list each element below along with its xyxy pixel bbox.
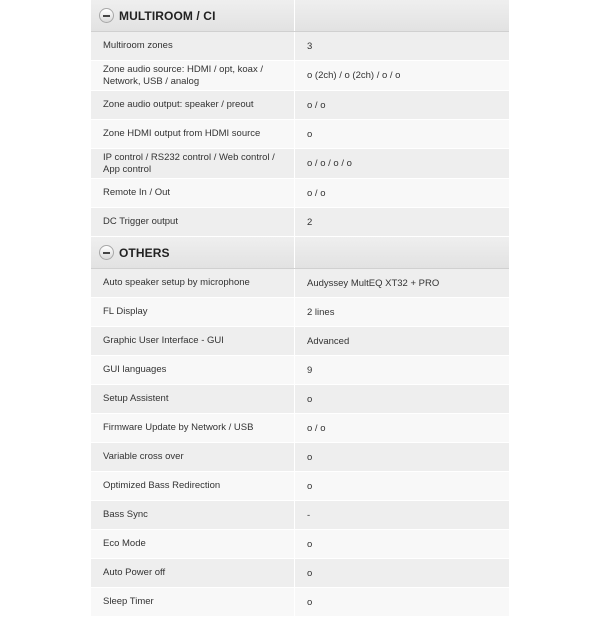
table-row	[91, 356, 509, 385]
section-header-others[interactable]	[91, 237, 509, 269]
row-label: FL Display	[91, 298, 295, 326]
collapse-minus-icon[interactable]	[99, 245, 114, 260]
table-row	[91, 179, 509, 208]
row-label: DC Trigger output	[91, 208, 295, 236]
row-label: Sleep Timer	[91, 588, 295, 616]
row-label: Auto speaker setup by microphone	[91, 269, 295, 297]
table-row	[91, 120, 509, 149]
row-value: o / o / o / o	[307, 158, 352, 169]
row-value: 9	[307, 364, 313, 376]
row-value: o (2ch) / o (2ch) / o / o	[307, 70, 401, 81]
table-row	[91, 32, 509, 61]
row-value: o	[307, 480, 313, 492]
row-label: GUI languages	[91, 356, 295, 384]
table-row	[91, 501, 509, 530]
row-value: o / o	[307, 187, 326, 199]
row-label: Setup Assistent	[91, 385, 295, 413]
row-value: Audyssey MultEQ XT32 + PRO	[307, 277, 440, 289]
section-title: MULTIROOM / CI	[119, 8, 216, 23]
row-value: o / o	[307, 422, 326, 434]
row-value: o	[307, 393, 313, 405]
table-row	[91, 208, 509, 237]
table-row	[91, 298, 509, 327]
row-value: Advanced	[307, 335, 350, 347]
row-value: 2 lines	[307, 306, 335, 318]
table-row	[91, 443, 509, 472]
row-value: -	[307, 509, 311, 521]
table-row	[91, 385, 509, 414]
row-label: Multiroom zones	[91, 32, 295, 60]
section-title: OTHERS	[119, 245, 170, 260]
row-label: Zone audio output: speaker / preout	[91, 91, 295, 119]
table-row	[91, 269, 509, 298]
row-value: o	[307, 567, 313, 579]
row-label: IP control / RS232 control / Web control / App control	[91, 149, 295, 178]
collapse-minus-icon[interactable]	[99, 8, 114, 23]
table-row	[91, 149, 509, 179]
table-row	[91, 530, 509, 559]
row-label: Eco Mode	[91, 530, 295, 558]
row-label: Remote In / Out	[91, 179, 295, 207]
row-value: 3	[307, 40, 313, 52]
row-value: o	[307, 128, 313, 140]
row-label: Variable cross over	[91, 443, 295, 471]
row-label: Zone audio source: HDMI / opt, koax / Network, USB / analog	[91, 61, 295, 90]
row-value: o	[307, 596, 313, 608]
row-label: Optimized Bass Redirection	[91, 472, 295, 500]
table-row	[91, 61, 509, 91]
spec-table	[91, 0, 509, 617]
table-row	[91, 327, 509, 356]
row-label: Auto Power off	[91, 559, 295, 587]
row-value: o	[307, 538, 313, 550]
table-row	[91, 91, 509, 120]
row-value: o / o	[307, 99, 326, 111]
table-row	[91, 559, 509, 588]
row-label: Graphic User Interface - GUI	[91, 327, 295, 355]
row-label: Zone HDMI output from HDMI source	[91, 120, 295, 148]
row-label: Firmware Update by Network / USB	[91, 414, 295, 442]
table-row	[91, 472, 509, 501]
table-row	[91, 414, 509, 443]
row-label: Bass Sync	[91, 501, 295, 529]
section-header-multiroom[interactable]	[91, 0, 509, 32]
table-row	[91, 588, 509, 617]
row-value: o	[307, 451, 313, 463]
row-value: 2	[307, 216, 313, 228]
